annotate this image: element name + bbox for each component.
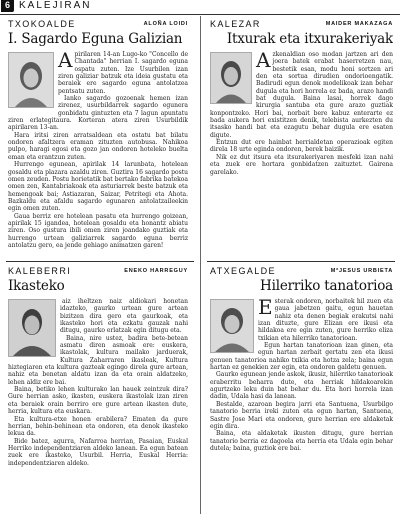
left-mid-rule	[6, 261, 194, 262]
article-txokoalde	[8, 19, 188, 257]
paragraph: zkenaldian oso modan jartzen ari den joera batek erabat haserretzen nau, bestetik esan, modu honi sortzen ari den eta sortua dirudien ondorioengatik. Badirudi egun denok modelikoak izan behar dugula eta hori horrela ez bada, arazo handi bat dugula. Baina lasai, horrek dago kirurgia santuba eta gure arazo guztiak konpontzeko. Hori bai, norbait bere kabuz enterarte ez bada aukera hori existitzen denik, telebista aurkezten du itsasko handi bat eta ezagutu behar dugula ere esaten digute.	[210, 51, 393, 139]
article-section: KALEZAR	[210, 19, 261, 29]
paragraph: Entzun dut ere hainbat herrialdetan operazioak egiten direla 18 urte eginda ondoren, berek baizik.	[210, 139, 393, 154]
paragraph: Hara iritsi ziren arratsaldean eta ostatu bat bilatu ondoren afaltzera eraman zituzten autobusa. Nahikoa pulpo, haragi egosi eta gozo jan ondoren hoteleko buelta eman eta erantzun zuten.	[8, 131, 188, 161]
paragraph: Baina, betiko lehen kulturako lan hauek zeintzuk dira? Gure herrian asko, ikasten, euskera ikastolak izan ziren eta beraiek orain berriro ere gure artean ikasten dute, herria, kultura eta euskara.	[8, 386, 188, 416]
author-photo	[210, 299, 254, 353]
article-headline: Ikasteko	[8, 278, 65, 294]
article-headline: Hilerriko tanatorioa	[260, 278, 393, 294]
paragraph: Baina, nire ustez, badira bete-betean asmatu diren asmoak ere: euskera, ikastolak, kultura mailako jarduerak, Kultura Zaharraren ikasleak, Kultura hiztegiaren eta kultura gazteak egingo direla gure artean, nahiz eta benetan aldatu izan da eta orain aldatzeko, lehen aldiz ere bai.	[8, 334, 188, 386]
paragraph: Egun hartan tanatorioan izan ginen, eta egun hartan zerbait gertatu zen eta ikusi genuen tanatorioa nahiko txikia eta hotza zela; baina egun hartan ez genekien zer egin, eta ondoren galdetu genuen.	[210, 342, 393, 372]
article-headline: Itxurak eta itxurakeriyak	[226, 31, 393, 47]
page-number: 6	[1, 0, 14, 12]
article-headline: I. Sagardo Eguna Galizian	[8, 31, 183, 47]
article-body	[8, 48, 188, 249]
paragraph: pirilaren 14-an Lugo-ko "Concello de Chantada" herrian I. sagardo eguna ospatu zuten. Ize Usurbilen izan ziren galiziar batzuk eta ideia gustatu eta beraiek ere sagardo eguna antolatzea pentsatu zuten.	[58, 51, 188, 95]
drop-cap: E	[258, 295, 273, 319]
article-section: ATXEGALDE	[210, 266, 276, 276]
portrait-image	[9, 300, 55, 356]
right-mid-rule	[207, 261, 395, 262]
article-kaleberri	[8, 266, 188, 514]
drop-cap: A	[256, 48, 271, 72]
article-body	[210, 48, 393, 176]
page-header	[0, 0, 400, 13]
paragraph: Gaurko egunean jende askok, ikusiz, hilerriko tanatorioak eraberritu beharra dute, eta herriak hildakoarekin agurtzeko leku duin bat behar du. Eta hori horrela izan dadin, Udala hasi da lanean.	[210, 371, 393, 401]
article-author: ALOÑA LOIDI	[143, 21, 188, 27]
paragraph: Ianko sagardo gozoenak hemen izan zirenez, usurbildarrek sagardo egunera gonbidatu gintuzten eta 7 lagun apuntatu ziren erlategitaura. Korteran atera ziren Usurbildik apirilaren 13-an.	[8, 95, 188, 132]
article-author: ENEKO HARREGUY	[124, 268, 188, 274]
paragraph: Eta kultura-etxe honen erabilera? Ematen da gure herrian, behin-behinean eta ondoren, eta denok ikasteko lekua da.	[8, 415, 188, 438]
paragraph: aiz iheltzen naiz aldiokari honetan idazteko, gaurko urtean gure artean bizitzen dira gero eta gaurkoak, eta ikasteko hori eta ezkatu gauzak nahi ditugu, gaurko erlatzak egin ditugu eta.	[60, 298, 188, 335]
author-photo	[8, 52, 54, 108]
author-photo	[210, 52, 252, 104]
paragraph: sterak ondoren, norbaitek hil zuen eta gaua jabetzen gaitu, egun hauetan nahiz eta denen begiak erakutsi nahi izan dituzte, gure Elizan ere ikusi eta hildakoa ere egin zuten, gure herriko eliza txikian eta hilerriko tanatorioan.	[258, 298, 393, 342]
paragraph: Bide batez, agurra, Nafarroa herrian, Pasaian, Euskal Herriko independentziaren aldeko lanean. Ea egun batean zuek ere ikasteko, Usurbil. Herria, Euskal Herria: independentziaren aldeko.	[8, 437, 188, 467]
article-section: KALEBERRI	[8, 266, 72, 276]
portrait-image	[211, 53, 251, 103]
paragraph: Hurrengo egunean, apirilak 14 larunbata, hotelean gosaldu eta plazara azaldu ziren. Guztira 16 sagardo postu omen zeuden. Postu horietatik bat bertako fabrika batekoa omen zen, Kantabriakoak eta asturiarrek beste batzuk eta hemengoak bai; Astiazaran, Saizar, Petritegi eta Ahota. Bazkaldu eta afaldu sagardo egunaren antolatzaileekin egin omen zuten.	[8, 161, 188, 213]
paragraph: Bestalde, azaroan begira jarri eta Santuena, Usurbilgo tanatorio berria ireki zuten eta egun hartan, Santuena, Sastre Jose Mari eta ondoren, gure herrian ere aldaketak egin dira.	[210, 400, 393, 430]
portrait-image	[211, 300, 253, 352]
author-photo	[8, 299, 56, 357]
paragraph: Gaua berriz ere hotelean pasatu eta hurrengo goizean, apirilak 15 igandea, hotelean gosaldu eta honantz abiatu ziren. Oso gustura ibili omen ziren joandako guztiak eta hurrengo urtean galiziarrek sagardo eguna berriz antolatzu gero, ea jende gehiago animatzen garen!	[8, 212, 188, 249]
drop-cap: A	[58, 48, 73, 72]
article-body	[210, 295, 393, 452]
header-rule	[0, 14, 400, 15]
article-section: TXOKOALDE	[8, 19, 76, 29]
article-author: MAIDER MAKAZAGA	[325, 21, 393, 27]
article-kalezar	[210, 19, 393, 257]
column-divider	[200, 16, 201, 514]
section-title: KALEJIRAN	[19, 0, 92, 11]
portrait-image	[9, 53, 53, 107]
paragraph: Baina, eta aldaketak ikusten ditugu, gure herrian tanatorio berria ez dagoela eta herria eta Udala egin behar dutela; baina, guztiok ere bai.	[210, 430, 393, 452]
article-body	[8, 298, 188, 467]
article-author: MªJESUS URBIETA	[330, 268, 393, 274]
article-atxegalde	[210, 266, 393, 514]
paragraph: Nik ez dut itsura eta itsurakeriyaren mesfeki izan nahi eta zuek ere hortara gonbidatzen zaituztet. Gairena garelako.	[210, 153, 393, 176]
